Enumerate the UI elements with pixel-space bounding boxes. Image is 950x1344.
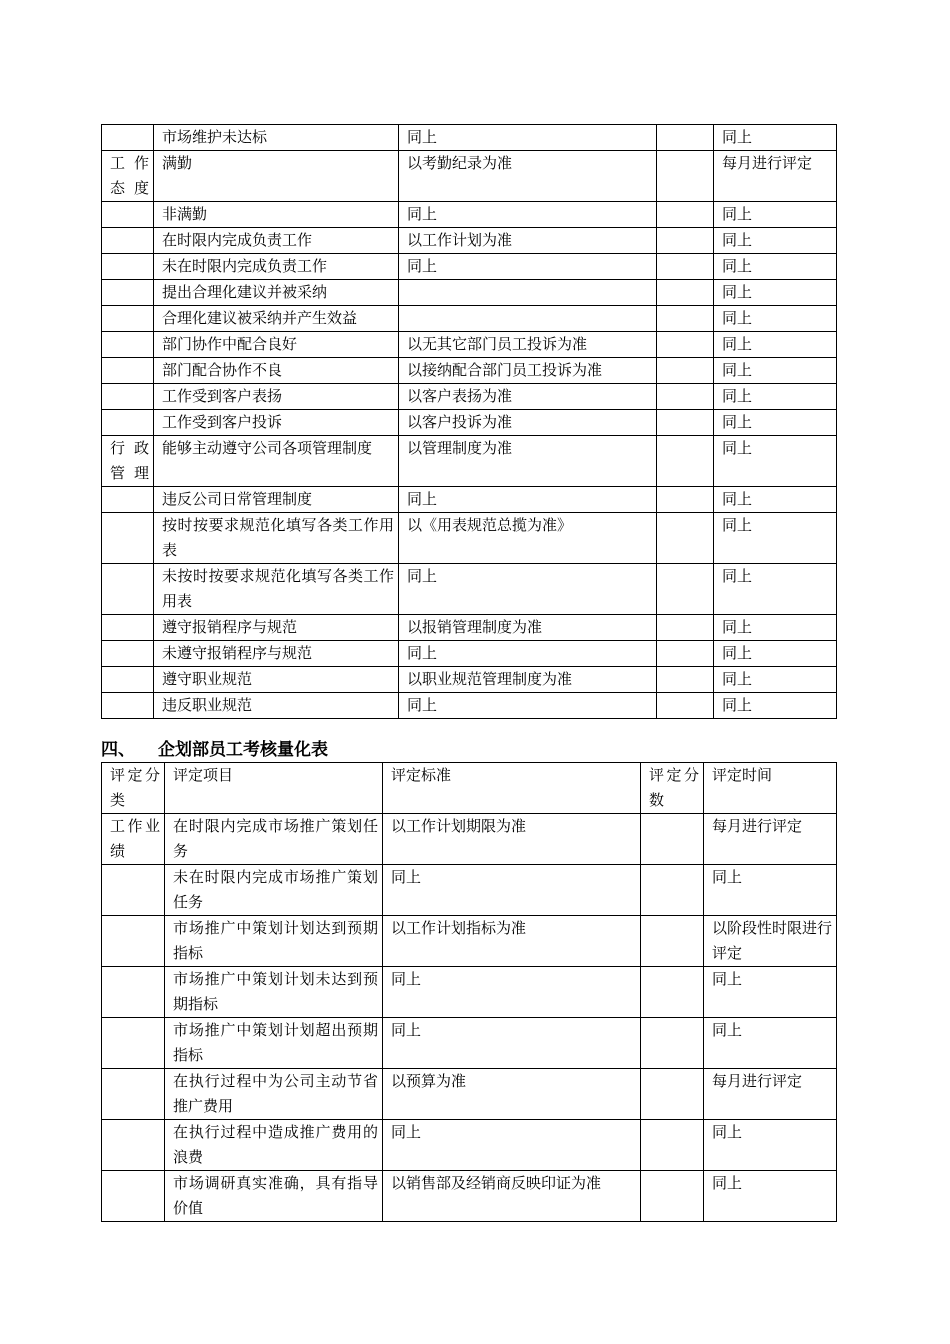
header-item: 评定项目	[165, 763, 383, 814]
table-row	[102, 332, 837, 358]
score-cell	[657, 228, 714, 254]
score-cell	[657, 332, 714, 358]
time-cell: 每月进行评定	[704, 1069, 837, 1120]
time-cell: 同上	[704, 865, 837, 916]
table-row	[102, 667, 837, 693]
category-cell	[102, 306, 154, 332]
item-cell: 未遵守报销程序与规范	[154, 641, 399, 667]
time-cell: 以阶段性时限进行评定	[704, 916, 837, 967]
category-cell	[102, 1069, 165, 1120]
standard-cell: 同上	[399, 641, 657, 667]
standard-cell: 以销售部及经销商反映印证为准	[383, 1171, 641, 1222]
time-cell: 同上	[714, 693, 837, 719]
item-cell: 非满勤	[154, 202, 399, 228]
category-cell: 工作态度	[102, 151, 154, 202]
score-cell	[657, 615, 714, 641]
standard-cell: 以考勤纪录为准	[399, 151, 657, 202]
standard-cell: 以工作计划期限为准	[383, 814, 641, 865]
time-cell: 同上	[714, 564, 837, 615]
item-cell: 未在时限内完成负责工作	[154, 254, 399, 280]
table-row	[102, 564, 837, 615]
category-cell: 行政管理	[102, 436, 154, 487]
standard-cell: 以职业规范管理制度为准	[399, 667, 657, 693]
standard-cell: 同上	[399, 202, 657, 228]
category-cell	[102, 228, 154, 254]
score-cell	[657, 202, 714, 228]
standard-cell: 同上	[383, 865, 641, 916]
score-cell	[657, 384, 714, 410]
planning-dept-assessment-table	[101, 762, 837, 1222]
score-cell	[657, 487, 714, 513]
standard-cell: 同上	[399, 254, 657, 280]
score-cell	[657, 306, 714, 332]
time-cell: 同上	[714, 615, 837, 641]
score-cell	[657, 564, 714, 615]
item-cell: 遵守报销程序与规范	[154, 615, 399, 641]
score-cell	[641, 1120, 704, 1171]
table-row	[102, 513, 837, 564]
table-row	[102, 358, 837, 384]
time-cell: 同上	[714, 228, 837, 254]
standard-cell: 以预算为准	[383, 1069, 641, 1120]
score-cell	[657, 693, 714, 719]
standard-cell: 以客户表扬为准	[399, 384, 657, 410]
table-row	[102, 487, 837, 513]
item-cell: 市场调研真实准确，具有指导价值	[165, 1171, 383, 1222]
category-cell	[102, 487, 154, 513]
time-cell: 每月进行评定	[714, 151, 837, 202]
table-row	[102, 693, 837, 719]
standard-cell: 以管理制度为准	[399, 436, 657, 487]
score-cell	[657, 358, 714, 384]
category-cell	[102, 615, 154, 641]
table-row	[102, 814, 837, 865]
item-cell: 在时限内完成负责工作	[154, 228, 399, 254]
time-cell: 同上	[714, 280, 837, 306]
table-row	[102, 967, 837, 1018]
category-cell	[102, 1120, 165, 1171]
category-cell	[102, 1171, 165, 1222]
table-row	[102, 280, 837, 306]
assessment-table-continued	[101, 124, 837, 719]
time-cell: 同上	[704, 1120, 837, 1171]
category-cell	[102, 384, 154, 410]
category-cell	[102, 280, 154, 306]
category-cell	[102, 254, 154, 280]
table-row	[102, 1018, 837, 1069]
time-cell: 同上	[714, 332, 837, 358]
score-cell	[641, 865, 704, 916]
item-cell: 未按时按要求规范化填写各类工作用表	[154, 564, 399, 615]
table-row	[102, 254, 837, 280]
item-cell: 遵守职业规范	[154, 667, 399, 693]
table-row	[102, 125, 837, 151]
item-cell: 市场推广中策划计划达到预期指标	[165, 916, 383, 967]
header-time: 评定时间	[704, 763, 837, 814]
category-cell	[102, 693, 154, 719]
score-cell	[641, 814, 704, 865]
time-cell: 同上	[714, 667, 837, 693]
standard-cell: 同上	[399, 693, 657, 719]
header-category: 评定分类	[102, 763, 165, 814]
standard-cell: 以工作计划指标为准	[383, 916, 641, 967]
time-cell: 同上	[714, 202, 837, 228]
standard-cell: 以客户投诉为准	[399, 410, 657, 436]
category-cell	[102, 332, 154, 358]
score-cell	[657, 254, 714, 280]
category-cell	[102, 202, 154, 228]
score-cell	[657, 641, 714, 667]
category-cell: 工作业绩	[102, 814, 165, 865]
category-cell	[102, 967, 165, 1018]
time-cell: 同上	[714, 125, 837, 151]
score-cell	[657, 410, 714, 436]
time-cell: 同上	[714, 254, 837, 280]
item-cell: 违反公司日常管理制度	[154, 487, 399, 513]
category-cell	[102, 641, 154, 667]
table-row	[102, 151, 837, 202]
header-score: 评定分数	[641, 763, 704, 814]
category-cell	[102, 358, 154, 384]
category-cell	[102, 667, 154, 693]
table-row	[102, 228, 837, 254]
score-cell	[641, 967, 704, 1018]
section-title: 企划部员工考核量化表	[158, 740, 328, 760]
standard-cell: 以报销管理制度为准	[399, 615, 657, 641]
table-row	[102, 1171, 837, 1222]
item-cell: 满勤	[154, 151, 399, 202]
table-row	[102, 916, 837, 967]
time-cell: 同上	[714, 306, 837, 332]
time-cell: 每月进行评定	[704, 814, 837, 865]
item-cell: 部门协作中配合良好	[154, 332, 399, 358]
standard-cell: 同上	[399, 125, 657, 151]
time-cell: 同上	[714, 410, 837, 436]
score-cell	[657, 280, 714, 306]
category-cell	[102, 865, 165, 916]
standard-cell: 以无其它部门员工投诉为准	[399, 332, 657, 358]
table-row	[102, 410, 837, 436]
table-row	[102, 615, 837, 641]
item-cell: 市场推广中策划计划超出预期指标	[165, 1018, 383, 1069]
standard-cell: 以工作计划为准	[399, 228, 657, 254]
time-cell: 同上	[714, 384, 837, 410]
time-cell: 同上	[714, 513, 837, 564]
time-cell: 同上	[714, 358, 837, 384]
table-row	[102, 306, 837, 332]
category-cell	[102, 410, 154, 436]
score-cell	[641, 1171, 704, 1222]
item-cell: 合理化建议被采纳并产生效益	[154, 306, 399, 332]
score-cell	[657, 667, 714, 693]
time-cell: 同上	[704, 1018, 837, 1069]
item-cell: 工作受到客户表扬	[154, 384, 399, 410]
score-cell	[657, 513, 714, 564]
score-cell	[641, 916, 704, 967]
table-row	[102, 436, 837, 487]
section-number: 四、	[101, 740, 135, 760]
standard-cell: 同上	[383, 1120, 641, 1171]
standard-cell	[399, 280, 657, 306]
category-cell	[102, 513, 154, 564]
standard-cell	[399, 306, 657, 332]
standard-cell: 以《用表规范总揽为准》	[399, 513, 657, 564]
score-cell	[641, 1069, 704, 1120]
item-cell: 市场推广中策划计划未达到预期指标	[165, 967, 383, 1018]
time-cell: 同上	[714, 487, 837, 513]
category-cell	[102, 916, 165, 967]
item-cell: 未在时限内完成市场推广策划任务	[165, 865, 383, 916]
table-row	[102, 384, 837, 410]
time-cell: 同上	[704, 1171, 837, 1222]
item-cell: 在执行过程中造成推广费用的浪费	[165, 1120, 383, 1171]
table-row	[102, 865, 837, 916]
time-cell: 同上	[704, 967, 837, 1018]
table-row	[102, 202, 837, 228]
item-cell: 工作受到客户投诉	[154, 410, 399, 436]
score-cell	[641, 1018, 704, 1069]
score-cell	[657, 125, 714, 151]
item-cell: 按时按要求规范化填写各类工作用表	[154, 513, 399, 564]
section-heading	[101, 738, 328, 762]
table-row	[102, 1120, 837, 1171]
item-cell: 部门配合协作不良	[154, 358, 399, 384]
item-cell: 能够主动遵守公司各项管理制度	[154, 436, 399, 487]
item-cell: 提出合理化建议并被采纳	[154, 280, 399, 306]
header-standard: 评定标准	[383, 763, 641, 814]
standard-cell: 以接纳配合部门员工投诉为准	[399, 358, 657, 384]
item-cell: 违反职业规范	[154, 693, 399, 719]
table-row	[102, 641, 837, 667]
table-row	[102, 1069, 837, 1120]
category-cell	[102, 564, 154, 615]
standard-cell: 同上	[383, 967, 641, 1018]
table-header-row	[102, 763, 837, 814]
time-cell: 同上	[714, 641, 837, 667]
score-cell	[657, 436, 714, 487]
standard-cell: 同上	[399, 487, 657, 513]
score-cell	[657, 151, 714, 202]
item-cell: 市场维护未达标	[154, 125, 399, 151]
item-cell: 在时限内完成市场推广策划任务	[165, 814, 383, 865]
standard-cell: 同上	[399, 564, 657, 615]
standard-cell: 同上	[383, 1018, 641, 1069]
item-cell: 在执行过程中为公司主动节省推广费用	[165, 1069, 383, 1120]
category-cell	[102, 125, 154, 151]
category-cell	[102, 1018, 165, 1069]
time-cell: 同上	[714, 436, 837, 487]
